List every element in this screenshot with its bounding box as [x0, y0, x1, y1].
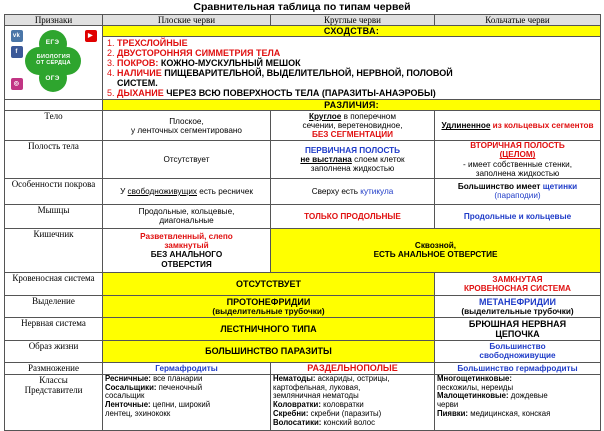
similarity-item: 3. ПОКРОВ: КОЖНО-МУСКУЛЬНЫЙ МЕШОК: [107, 58, 301, 69]
differences-heading-row: [5, 100, 601, 111]
row-nervous: [5, 317, 601, 340]
logo-center-text: БИОЛОГИЯ ОТ СЕРДЦА: [36, 54, 71, 66]
classes-flat: Ресничные: все планарии Сосальщики: печеночный сосальщик Ленточные: цепни, широкий лентец, эхинококк: [103, 374, 271, 430]
header-flatworms: Плоские черви: [103, 15, 271, 26]
excretion-flat-round: ПРОТОНЕФРИДИИ (выделительные трубочки): [103, 295, 435, 317]
youtube-icon[interactable]: ▶: [85, 30, 97, 42]
row-cavity: [5, 141, 601, 179]
gut-flat: Разветвленный, слепо замкнутый БЕЗ АНАЛЬНОГО ОТВЕРСТИЯ: [103, 228, 271, 272]
body-ring: Удлиненное из кольцевых сегментов: [435, 111, 601, 141]
cavity-flat: Отсутствует: [103, 141, 271, 179]
cover-ring: Большинство имеет щетинки (параподии): [435, 178, 601, 204]
reproduction-round: РАЗДЕЛЬНОПОЛЫЕ: [271, 362, 435, 374]
label-muscles: Мышцы: [5, 204, 103, 228]
logo-ege: ЕГЭ: [45, 39, 60, 47]
nervous-flat-round: ЛЕСТНИЧНОГО ТИПА: [103, 317, 435, 340]
differences-heading: РАЗЛИЧИЯ:: [103, 100, 601, 111]
label-cavity: Полость тела: [5, 141, 103, 179]
label-lifestyle: Образ жизни: [5, 340, 103, 362]
circulation-flat-round: ОТСУТСТВУЕТ: [103, 272, 435, 295]
row-cover: [5, 178, 601, 204]
cover-round: Сверху есть кутикула: [271, 178, 435, 204]
label-reproduction: Размножение: [5, 362, 103, 374]
row-classes: [5, 374, 601, 430]
classes-round: Нематоды: аскариды, острицы, картофельная, луковая, земляничная нематоды Коловратки: коловратки Скребни: скребни (паразиты) Волосатики: конский волос: [271, 374, 435, 430]
excretion-ring: МЕТАНЕФРИДИИ (выделительные трубочки): [435, 295, 601, 317]
reproduction-flat: Гермафродиты: [103, 362, 271, 374]
header-roundworms: Круглые черви: [271, 15, 435, 26]
logo: [7, 26, 101, 96]
facebook-icon[interactable]: f: [11, 46, 23, 58]
row-gut: [5, 228, 601, 272]
label-excretion: Выделение: [5, 295, 103, 317]
classes-ring: Многощетинковые: пескожилы, нереиды Малощетинковые: дождевые черви Пиявки: медицинская, конская: [435, 374, 601, 430]
muscles-ring: Продольные и кольцевые: [435, 204, 601, 228]
lifestyle-ring: Большинство свободноживущие: [435, 340, 601, 362]
body-round: Круглое в поперечном сечении, веретеновидное, БЕЗ СЕГМЕНТАЦИИ: [271, 111, 435, 141]
similarities-heading-row: [5, 26, 601, 37]
similarities-heading: СХОДСТВА:: [103, 26, 601, 37]
label-gut: Кишечник: [5, 228, 103, 272]
gut-round-ring: Сквозной, ЕСТЬ АНАЛЬНОЕ ОТВЕРСТИЕ: [271, 228, 601, 272]
body-flat: Плоское, у ленточных сегментировано: [103, 111, 271, 141]
row-circulation: [5, 272, 601, 295]
vk-icon[interactable]: vk: [11, 30, 23, 42]
comparison-table: [4, 14, 601, 431]
label-classes: Классы Представители: [5, 374, 103, 430]
row-reproduction: [5, 362, 601, 374]
cavity-ring: ВТОРИЧНАЯ ПОЛОСТЬ (ЦЕЛОМ) - имеет собственные стенки, заполнена жидкостью: [435, 141, 601, 179]
cavity-round: ПЕРВИЧНАЯ ПОЛОСТЬ не выстлана слоем клеток заполнена жидкостью: [271, 141, 435, 179]
similarity-item: 4. НАЛИЧИЕ ПИЩЕВАРИТЕЛЬНОЙ, ВЫДЕЛИТЕЛЬНОЙ, НЕРВНОЙ, ПОЛОВОЙ: [107, 68, 453, 79]
logo-cell: [5, 26, 103, 100]
row-muscles: [5, 204, 601, 228]
header-row: [5, 15, 601, 26]
similarity-item: 5. ДЫХАНИЕ ЧЕРЕЗ ВСЮ ПОВЕРХНОСТЬ ТЕЛА (ПАРАЗИТЫ-АНАЭРОБЫ): [107, 88, 436, 99]
similarity-item: 1. ТРЕХСЛОЙНЫЕ: [107, 37, 188, 48]
lifestyle-flat-round: БОЛЬШИНСТВО ПАРАЗИТЫ: [103, 340, 435, 362]
muscles-round: ТОЛЬКО ПРОДОЛЬНЫЕ: [271, 204, 435, 228]
reproduction-ring: Большинство гермафродиты: [435, 362, 601, 374]
header-annelids: Кольчатые черви: [435, 15, 601, 26]
label-circulation: Кровеносная система: [5, 272, 103, 295]
similarity-item: СИСТЕМ.: [117, 78, 158, 89]
nervous-ring: БРЮШНАЯ НЕРВНАЯ ЦЕПОЧКА: [435, 317, 601, 340]
label-nervous: Нервная система: [5, 317, 103, 340]
row-excretion: [5, 295, 601, 317]
page-title: Сравнительная таблица по типам червей: [193, 1, 411, 13]
header-features: Признаки: [5, 15, 103, 26]
logo-oge: ОГЭ: [45, 75, 60, 83]
muscles-flat: Продольные, кольцевые, диагональные: [103, 204, 271, 228]
row-lifestyle: [5, 340, 601, 362]
label-body: Тело: [5, 111, 103, 141]
blank-cell: [5, 100, 103, 111]
circulation-ring: ЗАМКНУТАЯ КРОВЕНОСНАЯ СИСТЕМА: [435, 272, 601, 295]
label-cover: Особенности покрова: [5, 178, 103, 204]
instagram-icon[interactable]: ◎: [11, 78, 23, 90]
similarities-list: [103, 37, 601, 100]
similarity-item: 2. ДВУСТОРОННЯЯ СИММЕТРИЯ ТЕЛА: [107, 48, 281, 58]
cover-flat: У свободноживущих есть ресничек: [103, 178, 271, 204]
row-body: [5, 111, 601, 141]
